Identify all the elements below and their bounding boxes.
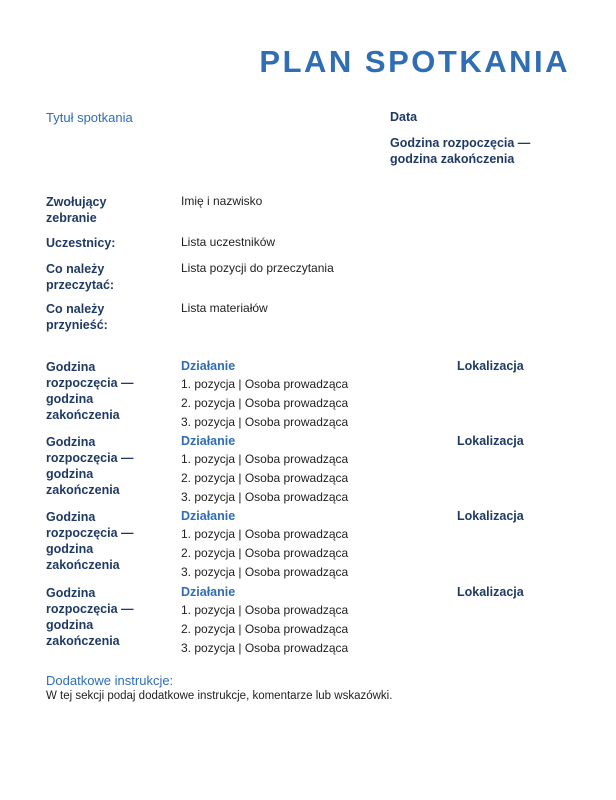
agenda-activity-label: Działanie [181, 509, 236, 523]
attendees-value: Lista uczestników [181, 235, 276, 249]
agenda-items [181, 450, 348, 507]
agenda-location-label: Lokalizacja [457, 434, 524, 448]
agenda-activity-label: Działanie [181, 434, 236, 448]
organizer-value: Imię i nazwisko [181, 194, 263, 208]
reading-label [46, 261, 156, 293]
attendees-label [46, 235, 156, 251]
agenda-time: Godzina rozpoczęcia — godzina zakończenia [46, 510, 134, 572]
meeting-time-line2: godzina zakończenia [390, 152, 515, 166]
agenda-location-label: Lokalizacja [457, 359, 524, 373]
agenda-time: Godzina rozpoczęcia — godzina zakończenia [46, 586, 134, 648]
agenda-item: 1. pozycja | Osoba prowadząca [181, 452, 349, 466]
meeting-title-label: Tytuł spotkania [46, 110, 133, 125]
additional-instructions-label: Dodatkowe instrukcje: [46, 673, 174, 688]
reading-value: Lista pozycji do przeczytania [181, 261, 334, 275]
agenda-activity-label: Działanie [181, 585, 236, 599]
meeting-time-label [390, 135, 530, 167]
agenda-item: 2. pozycja | Osoba prowadząca [181, 396, 349, 410]
reading-label-line1: Co należy [46, 262, 105, 276]
organizer-label-line1: Zwołujący [46, 195, 107, 209]
attendees-label-line1: Uczestnicy: [46, 236, 116, 250]
agenda-time: Godzina rozpoczęcia — godzina zakończenia [46, 435, 134, 497]
agenda-time: Godzina rozpoczęcia — godzina zakończenia [46, 360, 134, 422]
agenda-items [181, 525, 348, 582]
agenda-item: 3. pozycja | Osoba prowadząca [181, 641, 349, 655]
agenda-location-label: Lokalizacja [457, 585, 524, 599]
document-title: PLAN SPOTKANIA [259, 44, 570, 79]
agenda-item: 3. pozycja | Osoba prowadząca [181, 565, 349, 579]
agenda-activity-label: Działanie [181, 359, 236, 373]
agenda-item: 2. pozycja | Osoba prowadząca [181, 622, 349, 636]
bring-label-line2: przynieść: [46, 318, 108, 332]
agenda-item: 2. pozycja | Osoba prowadząca [181, 546, 349, 560]
agenda-block [46, 509, 566, 579]
agenda-item: 1. pozycja | Osoba prowadząca [181, 603, 349, 617]
agenda-items [181, 375, 348, 432]
agenda-item: 2. pozycja | Osoba prowadząca [181, 471, 349, 485]
organizer-label-line2: zebranie [46, 211, 97, 225]
agenda-block [46, 359, 566, 429]
additional-instructions-text: W tej sekcji podaj dodatkowe instrukcje, komentarze lub wskazówki. [46, 690, 393, 702]
reading-label-line2: przeczytać: [46, 278, 115, 292]
bring-value: Lista materiałów [181, 301, 268, 315]
meeting-time-line1: Godzina rozpoczęcia — [390, 136, 531, 150]
agenda-block [46, 585, 566, 655]
agenda-item: 3. pozycja | Osoba prowadząca [181, 415, 349, 429]
agenda-item: 3. pozycja | Osoba prowadząca [181, 490, 349, 504]
organizer-label [46, 194, 156, 226]
agenda-location-label: Lokalizacja [457, 509, 524, 523]
agenda-item: 1. pozycja | Osoba prowadząca [181, 527, 349, 541]
date-label: Data [390, 110, 418, 124]
bring-label [46, 301, 156, 333]
bring-label-line1: Co należy [46, 302, 105, 316]
agenda-items [181, 601, 348, 658]
agenda-item: 1. pozycja | Osoba prowadząca [181, 377, 349, 391]
agenda-block [46, 434, 566, 504]
